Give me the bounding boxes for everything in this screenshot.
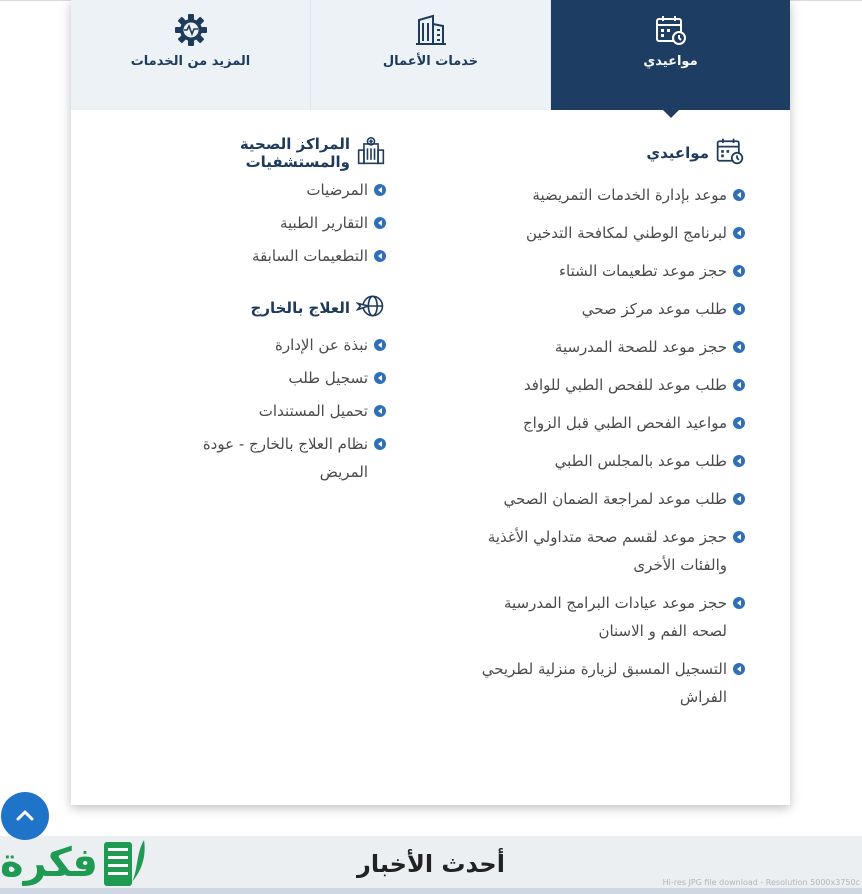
- tab-label: خدمات الأعمال: [382, 54, 479, 69]
- list-item[interactable]: التسجيل المسبق لزيارة منزلية لطريحي الفراش: [480, 655, 745, 711]
- arrow-left-icon: [374, 217, 386, 229]
- arrow-left-icon: [374, 184, 386, 196]
- book-leaf-icon: [98, 832, 150, 894]
- arrow-left-icon: [374, 372, 386, 384]
- tab-more-services[interactable]: [71, 0, 310, 110]
- list-item[interactable]: حجز موعد تطعيمات الشتاء: [480, 257, 745, 285]
- arrow-left-icon: [733, 265, 745, 277]
- abroad-list: [151, 331, 386, 486]
- list-item[interactable]: حجز موعد عيادات البرامج المدرسية لصحه الفم و الاسنان: [480, 589, 745, 645]
- tab-label: المزيد من الخدمات: [130, 54, 251, 69]
- appointments-column: [480, 135, 745, 711]
- list-item[interactable]: طلب موعد مركز صحي: [480, 295, 745, 323]
- appointments-list: [480, 181, 745, 711]
- list-item[interactable]: حجز موعد للصحة المدرسية: [480, 333, 745, 361]
- latest-news-title: أحدث الأخبار: [357, 850, 505, 878]
- health-centers-heading: [151, 135, 386, 171]
- arrow-left-icon: [733, 227, 745, 239]
- site-logo[interactable]: [0, 832, 150, 894]
- arrow-left-icon: [733, 417, 745, 429]
- list-item[interactable]: نظام العلاج بالخارج - عودة المريض: [151, 430, 386, 486]
- list-item[interactable]: المرضيات: [151, 176, 386, 204]
- arrow-left-icon: [374, 339, 386, 351]
- gear-pulse-icon: [174, 12, 208, 48]
- scroll-to-top-button[interactable]: [1, 792, 49, 840]
- hospital-icon: [356, 136, 386, 170]
- arrow-left-icon: [374, 405, 386, 417]
- services-tabs: [71, 0, 790, 110]
- arrow-left-icon: [733, 493, 745, 505]
- list-item[interactable]: موعد بإدارة الخدمات التمريضية: [480, 181, 745, 209]
- arrow-left-icon: [733, 303, 745, 315]
- list-item[interactable]: التقارير الطبية: [151, 209, 386, 237]
- services-dropdown-panel: [71, 0, 790, 805]
- arrow-left-icon: [733, 597, 745, 609]
- list-item[interactable]: مواعيد الفحص الطبي قبل الزواج: [480, 409, 745, 437]
- arrow-left-icon: [733, 189, 745, 201]
- arrow-left-icon: [733, 531, 745, 543]
- tab-label: مواعيدي: [643, 54, 698, 69]
- arrow-left-icon: [733, 379, 745, 391]
- list-item[interactable]: طلب موعد لمراجعة الضمان الصحي: [480, 485, 745, 513]
- arrow-left-icon: [733, 455, 745, 467]
- arrow-left-icon: [733, 663, 745, 675]
- list-item[interactable]: لبرنامج الوطني لمكافحة التدخين: [480, 219, 745, 247]
- logo-text: فكرة: [0, 840, 98, 886]
- list-item[interactable]: طلب موعد للفحص الطبي للوافد: [480, 371, 745, 399]
- health-centers-heading-label: المراكز الصحية والمستشفيات: [239, 135, 350, 171]
- calendar-clock-icon: [715, 136, 745, 170]
- calendar-clock-icon: [654, 12, 688, 48]
- arrow-left-icon: [733, 341, 745, 353]
- appointments-heading: [480, 135, 745, 171]
- health-column: [151, 135, 386, 486]
- arrow-left-icon: [374, 250, 386, 262]
- abroad-heading-label: العلاج بالخارج: [250, 299, 350, 317]
- office-building-icon: [414, 12, 448, 48]
- arrow-left-icon: [374, 438, 386, 450]
- list-item[interactable]: التطعيمات السابقة: [151, 242, 386, 270]
- list-item[interactable]: نبذة عن الإدارة: [151, 331, 386, 359]
- list-item[interactable]: تسجيل طلب: [151, 364, 386, 392]
- list-item[interactable]: تحميل المستندات: [151, 397, 386, 425]
- list-item[interactable]: طلب موعد بالمجلس الطبي: [480, 447, 745, 475]
- health-centers-list: [151, 176, 386, 270]
- globe-plane-icon: [356, 291, 386, 325]
- watermark: Hi-res JPG file download - Resolution 5000x3750c: [662, 878, 860, 887]
- list-item[interactable]: حجز موعد لقسم صحة متداولي الأغذية والفئات الأخرى: [480, 523, 745, 579]
- abroad-heading: [151, 290, 386, 326]
- tab-appointments[interactable]: [550, 0, 790, 110]
- chevron-up-icon: [13, 804, 37, 828]
- appointments-heading-label: مواعيدي: [646, 144, 709, 162]
- tab-business-services[interactable]: [310, 0, 550, 110]
